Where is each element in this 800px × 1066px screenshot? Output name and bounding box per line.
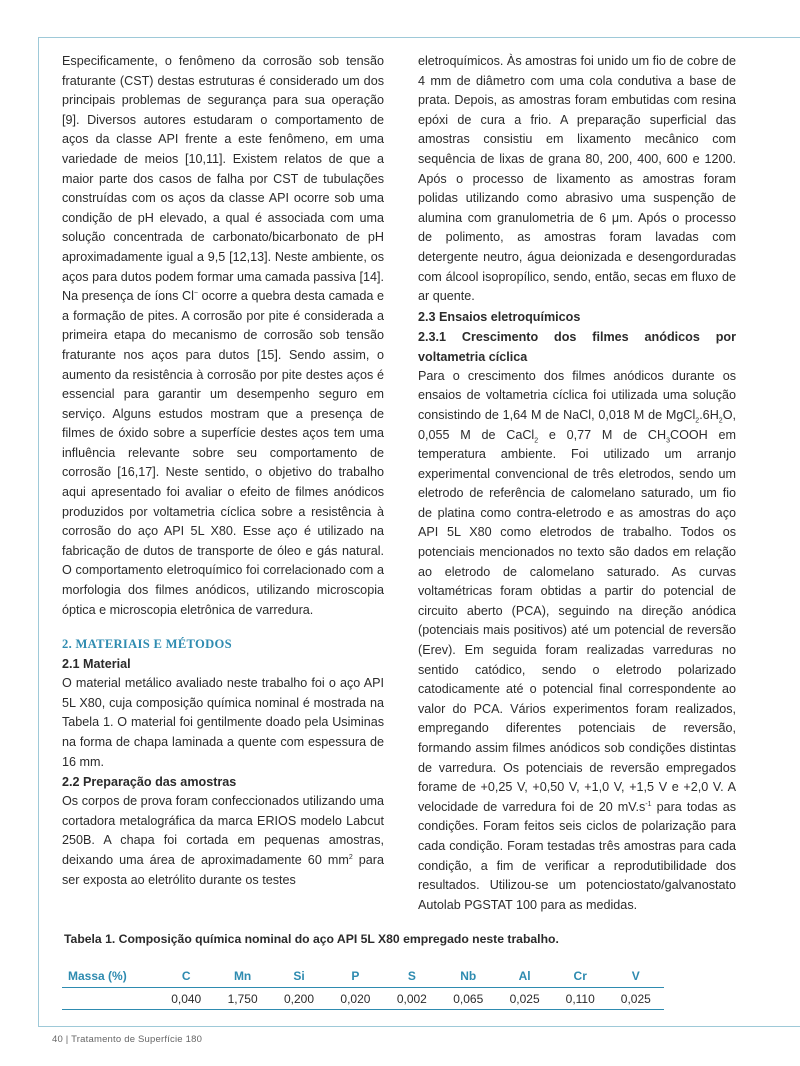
table-cell [62, 988, 158, 1010]
table-header-cell: P [327, 966, 383, 988]
intro-paragraph: Especificamente, o fenômeno da corrosão sob tensão fraturante (CST) destas estruturas é considerado um dos principais problemas de segurança para sua operação [9]. Diversos autores estudaram o comportamento de aços da classe API frente a este fenômeno, em uma variedade de meios [10,11]. Existem relatos de que a maior parte dos casos de falha por CST de tubulações construídas com os aços da classe API ocorre sob uma condição de pH elevado, a qual é associada com uma solução concentrada de carbonato/bicarbonato de pH aproximadamente igual a 9,5 [12,13]. Neste ambiente, os aços para dutos podem formar uma camada passiva [14]. Na presença de íons Cl− ocorre a quebra desta camada e a formação de pites. A corrosão por pite é considerada a primeira etapa do mecanismo de corrosão sob tensão fraturante nos aços para dutos [15]. Sendo assim, o aumento da resistência à corrosão por pite destes aços é essencial para garantir um desempenho seguro em serviço. Alguns estudos mostram que a presença de filmes de óxido sobre a superfície destes aços tem uma influência relevante sobre seu comportamento de corrosão [16,17]. Neste sentido, o objetivo do trabalho aqui apresentado foi avaliar o efeito de filmes anódicos produzidos por voltametria cíclica sobre a resistência à corrosão do aço API 5L X80. Esse aço é utilizado na fabricação de dutos de transporte de óleo e gás natural. O comportamento eletroquímico foi correlacionado com a morfologia dos filmes anódicos, utilizando microscopia óptica e microscopia eletrônica de varredura. [62, 54, 385, 617]
section-title-materiais: 2. MATERIAIS E MÉTODOS [62, 637, 232, 652]
subsection-material: 2.1 Material [62, 657, 131, 672]
subsection-preparacao: 2.2 Preparação das amostras [62, 775, 237, 790]
table-cell: 0,110 [553, 988, 608, 1010]
preparacao-paragraph: Os corpos de prova foram confeccionados utilizando uma cortadora metalográfica da marca ERIOS modelo Labcut 250B. A chapa foi cortada em pequenas amostras, deixando uma área de aproximadamente 60 $mm^2$ para ser exposta ao eletrólito durante os testes [62, 794, 384, 887]
page-frame-left [38, 37, 39, 1027]
right-column [418, 52, 736, 915]
table-cell: 1,750 [214, 988, 270, 1010]
voltametria-paragraph: Para o crescimento dos filmes anódicos durante os ensaios de voltametria cíclica foi utilizada uma solução consistindo de 1,64 M de NaCl, 0,018 M de $MgCl_2.6H_2O$, 0,055 M de CaCl$_2$ e 0,77 M de $CH_3COOH$ em temperatura ambiente. Foi utilizado um arranjo experimental convencional de três eletrodos, sendo um eletrodo de referência de calomelano saturado, um fio de platina como contra-eletrodo e as amostras do aço API 5L X80 como eletrodos de trabalho. Todos os potenciais mencionados no texto são dados em relação ao eletrodo de calomelano saturado. As curvas voltamétricas foram obtidas a partir do potencial de circuito aberto (PCA), seguindo na direção anódica (potenciais mais positivos) até um potencial de reversão (Erev). Em seguida foram realizadas varreduras no sentido catódico, sendo o eletrodo polarizado catodicamente até o potencial final correspondente ao valor do PCA. Vários experimentos foram realizados, empregando diferentes potenciais de reversão, formando assim filmes anódicos sob condições distintas de varredura. Os potenciais de reversão empregados forame de +0,25 V, +0,50 V, +1,0 V, +1,5 V e +2,0 V. A velocidade de varredura foi de 20 $mV.s^{-1}$ para todas as condições. Foram feitos seis ciclos de polarização para cada condição. Foram testadas três amostras para cada condição, a fim de verificar a reprodutibilidade dos resultados. Utilizou-se um potenciostato/galvanostato Autolab PGSTAT 100 para as medidas. [418, 368, 737, 912]
table-header-cell: Si [271, 966, 327, 988]
table-header-cell: S [384, 966, 440, 988]
composition-table [62, 966, 664, 1010]
table-header-cell: Massa (%) [62, 966, 158, 988]
table-header-cell: V [608, 966, 664, 988]
page-frame-top [38, 37, 800, 38]
table-cell: 0,065 [440, 988, 496, 1010]
subsection-ensaios: 2.3 Ensaios eletroquímicos [418, 309, 581, 324]
table-cell: 0,020 [327, 988, 383, 1010]
table-header-cell: C [158, 966, 214, 988]
table-header-cell: Nb [440, 966, 496, 988]
page-footer: 40 | Tratamento de Superfície 180 [52, 1034, 203, 1045]
material-paragraph: O material metálico avaliado neste trabalho foi o aço API 5L X80, cuja composição química nominal é mostrada na Tabela 1. O material foi gentilmente doado pela Usiminas na forma de chapa laminada a quente com espessura de 16 mm. [62, 676, 384, 769]
subsection-crescimento: 2.3.1 Crescimento dos filmes anódicos por voltametria cíclica [418, 329, 736, 364]
table-cell: 0,200 [271, 988, 327, 1010]
table-cell: 0,025 [608, 988, 664, 1010]
page-frame-bottom [38, 1026, 800, 1027]
table-header-row [62, 966, 664, 988]
table-caption: Tabela 1. Composição química nominal do aço API 5L X80 empregado neste trabalho. [64, 932, 559, 946]
table-header-cell: Mn [214, 966, 270, 988]
left-column [62, 52, 384, 890]
table-cell: 0,040 [158, 988, 214, 1010]
table-cell: 0,002 [384, 988, 440, 1010]
table-header-cell: Cr [553, 966, 608, 988]
table-header-cell: Al [496, 966, 552, 988]
preparacao-continued-paragraph: eletroquímicos. Às amostras foi unido um fio de cobre de 4 mm de diâmetro com uma cola condutiva a base de prata. Depois, as amostras foram embutidas com resina epóxi de cura a frio. A preparação superficial das amostras consistiu em lixamento mecânico com sequência de lixas de grana 80, 200, 400, 600 e 1200. Após o processo de lixamento as amostras foram polidas utilizando como abrasivo uma suspenção de alumina com granulometria de 6 μm. Após o processo de polimento, as amostras foram lavadas com detergente neutro, água deionizada e desengorduradas com álcool isopropílico, sendo, então, secas em fluxo de ar quente. [418, 54, 736, 304]
table-cell: 0,025 [496, 988, 552, 1010]
table-row [62, 988, 664, 1010]
